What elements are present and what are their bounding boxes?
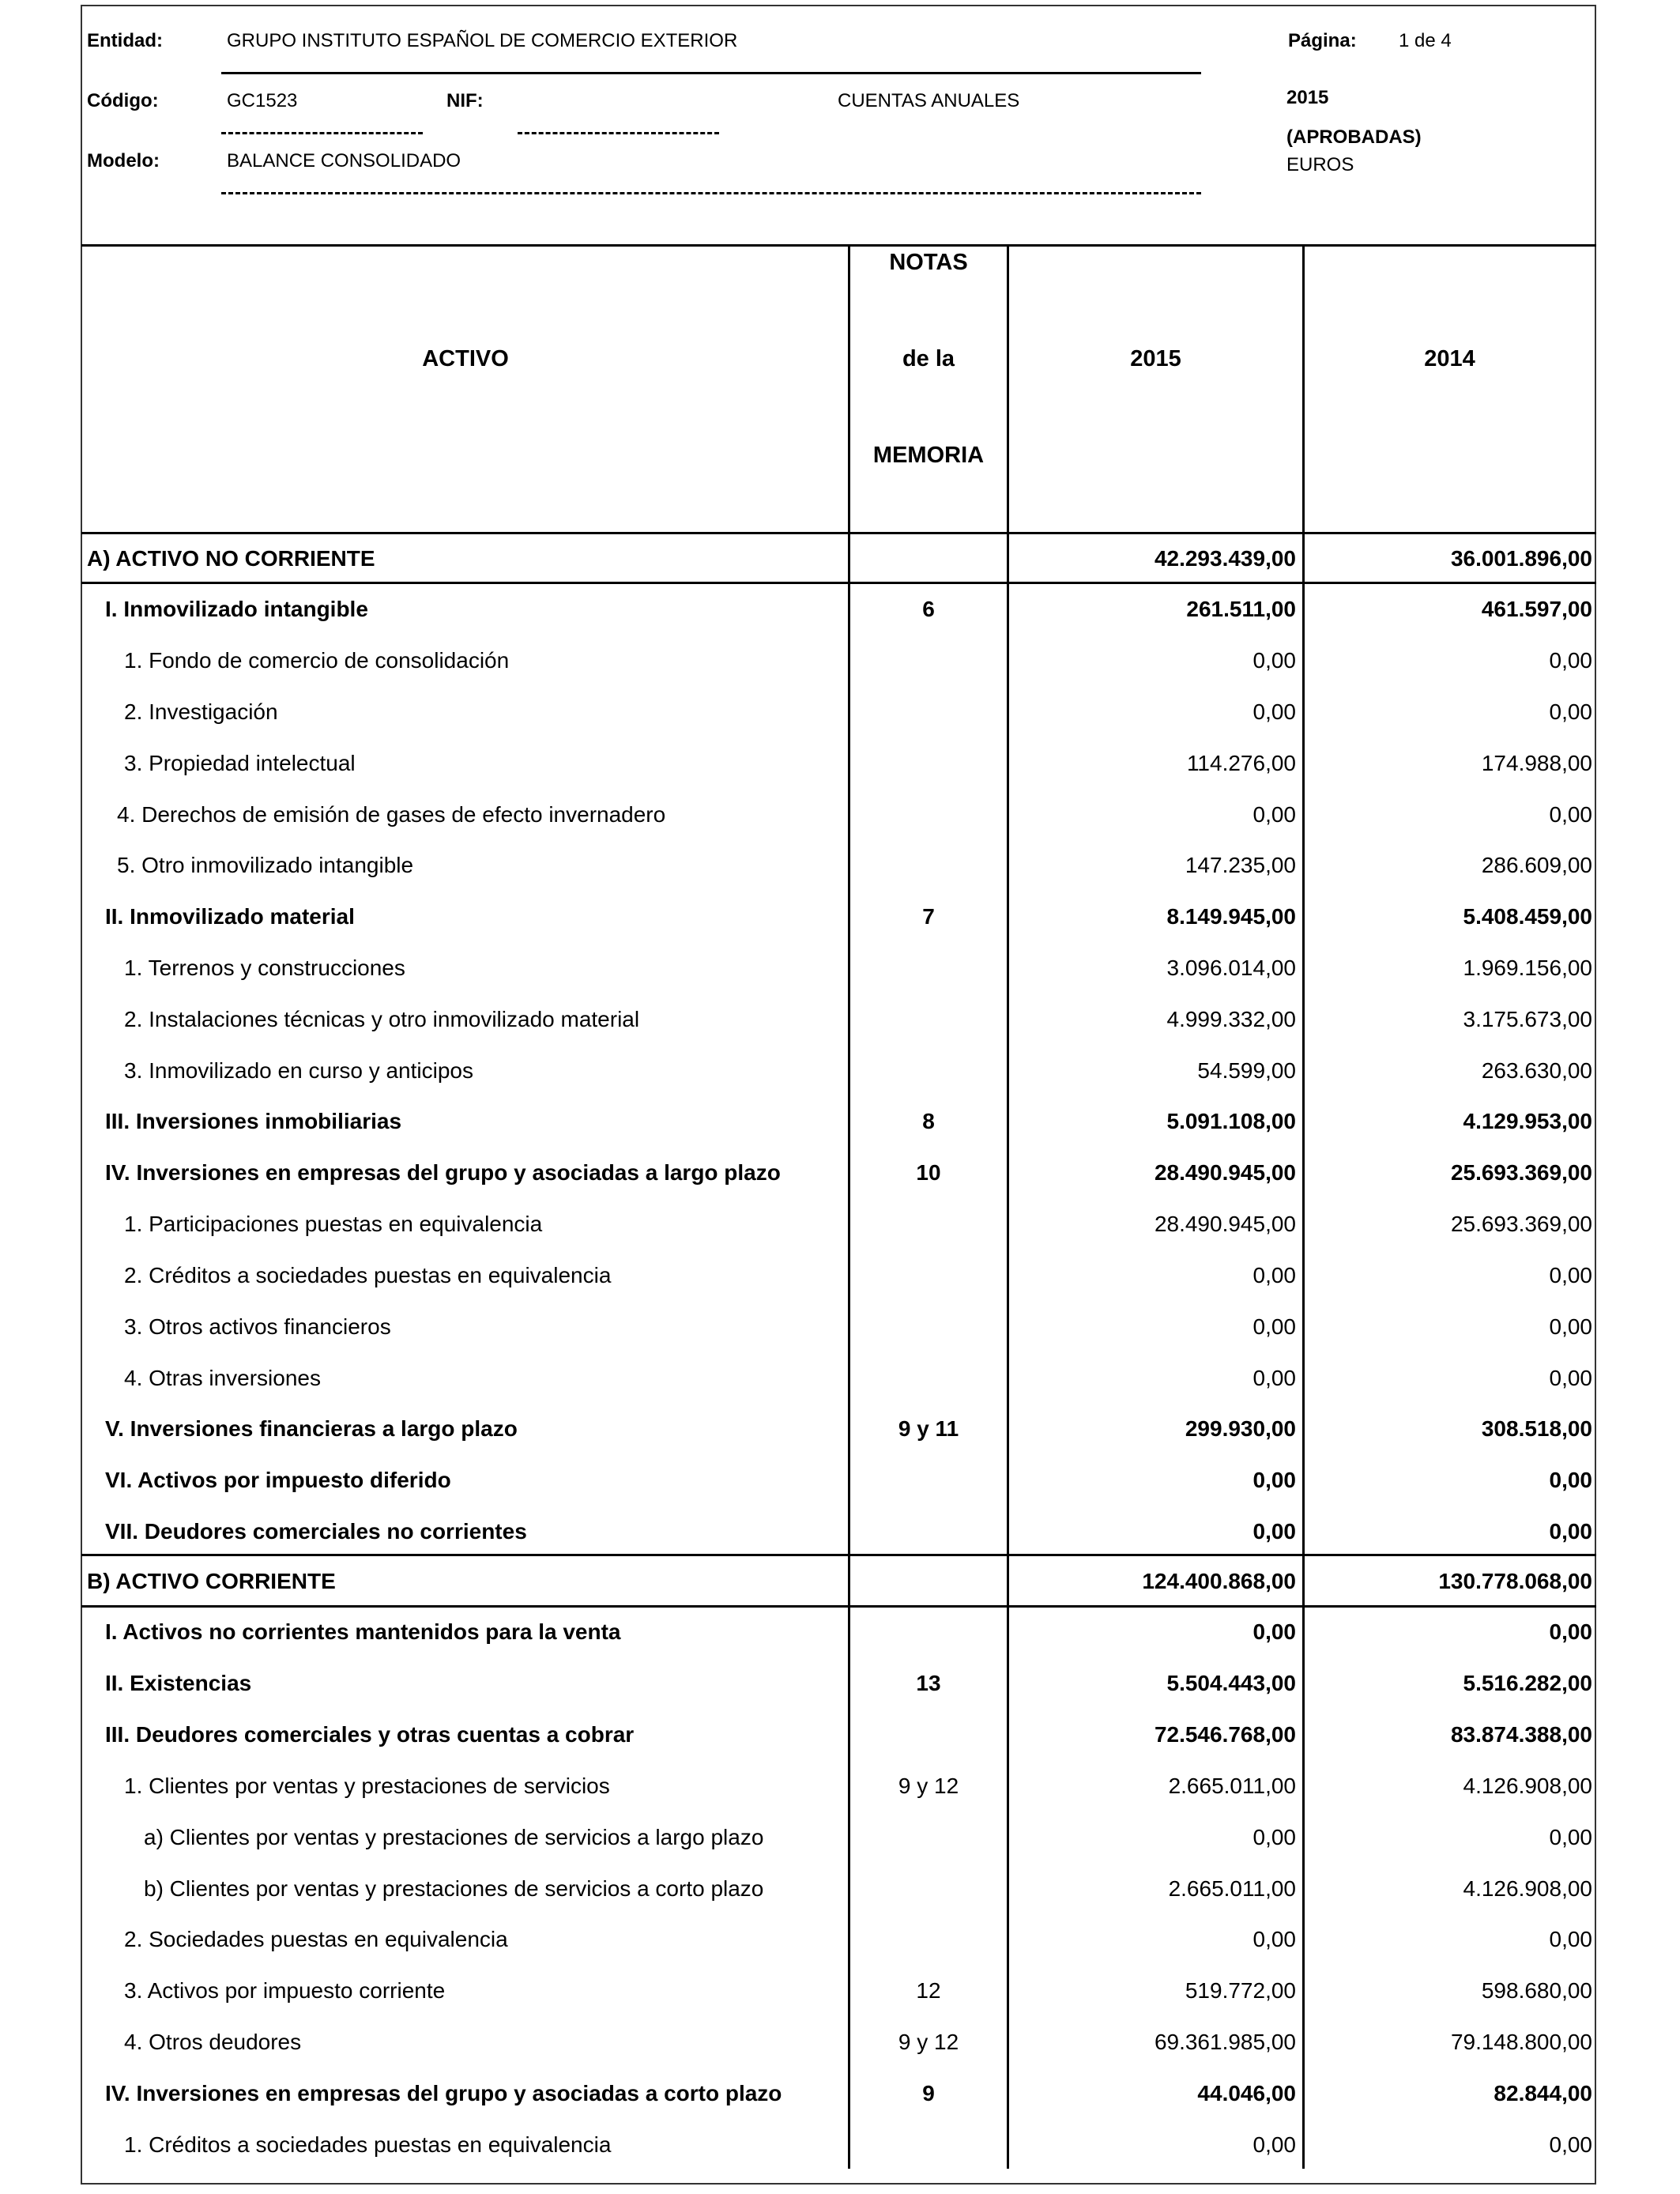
row-value-2014: 286.609,00 (1481, 853, 1592, 877)
row-value-2015: 0,00 (1252, 1468, 1296, 1492)
row-value-2015: 2.665.011,00 (1168, 1876, 1296, 1901)
row-value-2014: 0,00 (1549, 2132, 1592, 2157)
table-row (83, 891, 1595, 942)
row-nota: 8 (922, 1109, 935, 1133)
row-label: 4. Derechos de emisión de gases de efecto invernadero (117, 802, 666, 827)
pagina-label: Página: (1288, 30, 1357, 51)
col-header-notas-2: de la (902, 346, 955, 371)
row-value-2014: 461.597,00 (1481, 597, 1592, 621)
row-label: 1. Terrenos y construcciones (124, 956, 405, 980)
row-label: VI. Activos por impuesto diferido (105, 1468, 451, 1492)
row-label: III. Inversiones inmobiliarias (105, 1109, 402, 1133)
entidad-label: Entidad: (87, 30, 163, 51)
row-label: 2. Sociedades puestas en equivalencia (124, 1927, 508, 1951)
row-nota: 6 (922, 597, 935, 621)
table-row (83, 1760, 1595, 1811)
table-row (83, 1403, 1595, 1454)
col-header-notas-3: MEMORIA (872, 443, 985, 468)
table-row (83, 1045, 1595, 1096)
table-row (83, 1606, 1595, 1657)
row-value-2015: 5.091.108,00 (1166, 1109, 1296, 1133)
row-label: 2. Instalaciones técnicas y otro inmovilizado material (124, 1007, 640, 1031)
table-row (83, 1965, 1595, 2016)
table-row (83, 1198, 1595, 1250)
row-value-2015: 519.772,00 (1185, 1978, 1296, 2003)
row-nota: 13 (916, 1671, 941, 1695)
row-value-2014: 25.693.369,00 (1450, 1160, 1592, 1185)
codigo-label: Código: (87, 90, 159, 111)
table-row (83, 1913, 1595, 1965)
table-row (83, 533, 1595, 584)
row-value-2015: 42.293.439,00 (1154, 546, 1296, 571)
table-row (83, 737, 1595, 789)
row-value-2014: 4.129.953,00 (1463, 1109, 1592, 1133)
row-nota: 9 (922, 2081, 935, 2105)
nif-underline (518, 132, 719, 134)
table-row (83, 1250, 1595, 1301)
row-value-2015: 0,00 (1252, 1366, 1296, 1390)
row-value-2015: 44.046,00 (1197, 2081, 1296, 2105)
row-nota: 10 (916, 1160, 941, 1185)
row-value-2015: 0,00 (1252, 1619, 1296, 1644)
row-value-2015: 0,00 (1252, 2132, 1296, 2157)
row-nota: 9 y 12 (898, 1774, 959, 1798)
row-value-2014: 36.001.896,00 (1450, 546, 1592, 571)
table-row (83, 583, 1595, 635)
row-value-2014: 0,00 (1549, 1825, 1592, 1849)
row-value-2015: 8.149.945,00 (1166, 904, 1296, 929)
table-row (83, 1095, 1595, 1147)
status: (APROBADAS) (1286, 126, 1422, 148)
modelo-underline (221, 192, 1201, 194)
row-value-2015: 54.599,00 (1197, 1058, 1296, 1083)
row-label: 5. Otro inmovilizado intangible (117, 853, 414, 877)
col-header-notas-1: NOTAS (889, 250, 968, 275)
row-value-2015: 0,00 (1252, 648, 1296, 673)
entidad-value: GRUPO INSTITUTO ESPAÑOL DE COMERCIO EXTERIOR (227, 30, 738, 51)
row-label: V. Inversiones financieras a largo plazo (105, 1416, 518, 1441)
row-label: 4. Otros deudores (124, 2030, 302, 2054)
row-value-2014: 598.680,00 (1481, 1978, 1592, 2003)
row-nota: 9 y 12 (898, 2030, 959, 2054)
row-label: IV. Inversiones en empresas del grupo y asociadas a largo plazo (105, 1160, 781, 1185)
row-value-2015: 28.490.945,00 (1154, 1160, 1296, 1185)
table-row (83, 2119, 1595, 2170)
row-label: II. Existencias (105, 1671, 252, 1695)
row-nota: 9 y 11 (898, 1416, 959, 1441)
row-value-2014: 130.778.068,00 (1438, 1569, 1592, 1593)
row-label: 3. Otros activos financieros (124, 1314, 391, 1339)
row-value-2014: 82.844,00 (1494, 2081, 1592, 2105)
row-label: I. Inmovilizado intangible (105, 597, 368, 621)
row-value-2014: 79.148.800,00 (1450, 2030, 1592, 2054)
row-value-2015: 3.096.014,00 (1166, 956, 1296, 980)
table-row (83, 1709, 1595, 1760)
row-nota: 7 (922, 904, 935, 929)
table-row (83, 1657, 1595, 1709)
row-value-2015: 0,00 (1252, 1314, 1296, 1339)
table-row (83, 1454, 1595, 1506)
row-label: VII. Deudores comerciales no corrientes (105, 1519, 527, 1544)
table-row (83, 839, 1595, 891)
row-label: a) Clientes por ventas y prestaciones de servicios a largo plazo (144, 1825, 764, 1849)
currency: EUROS (1286, 154, 1354, 175)
table-top-border (81, 244, 1596, 247)
row-value-2014: 0,00 (1549, 802, 1592, 827)
year: 2015 (1286, 87, 1329, 108)
table-row (83, 942, 1595, 993)
row-value-2014: 174.988,00 (1481, 751, 1592, 775)
row-label: IV. Inversiones en empresas del grupo y asociadas a corto plazo (105, 2081, 782, 2105)
doc-type: CUENTAS ANUALES (838, 90, 1020, 111)
row-value-2015: 28.490.945,00 (1154, 1212, 1296, 1236)
row-label: 3. Activos por impuesto corriente (124, 1978, 446, 2003)
row-value-2014: 263.630,00 (1481, 1058, 1592, 1083)
row-value-2015: 0,00 (1252, 1263, 1296, 1287)
table-row (83, 635, 1595, 686)
row-label: II. Inmovilizado material (105, 904, 355, 929)
row-value-2015: 299.930,00 (1185, 1416, 1296, 1441)
row-value-2015: 2.665.011,00 (1168, 1774, 1296, 1798)
row-value-2014: 4.126.908,00 (1463, 1876, 1592, 1901)
table-row (83, 1811, 1595, 1863)
row-value-2015: 0,00 (1252, 1825, 1296, 1849)
row-value-2015: 0,00 (1252, 1519, 1296, 1544)
row-value-2014: 83.874.388,00 (1450, 1722, 1592, 1747)
row-label: 1. Clientes por ventas y prestaciones de servicios (124, 1774, 610, 1798)
table-row (83, 1863, 1595, 1914)
row-value-2014: 1.969.156,00 (1463, 956, 1592, 980)
row-label: 3. Inmovilizado en curso y anticipos (124, 1058, 473, 1083)
table-row (83, 993, 1595, 1045)
row-label: 1. Fondo de comercio de consolidación (124, 648, 510, 673)
table-row (83, 2068, 1595, 2119)
row-label: 2. Créditos a sociedades puestas en equivalencia (124, 1263, 612, 1287)
row-value-2015: 0,00 (1252, 1927, 1296, 1951)
col-header-activo: ACTIVO (422, 346, 509, 371)
row-value-2015: 0,00 (1252, 699, 1296, 724)
row-value-2015: 124.400.868,00 (1142, 1569, 1296, 1593)
modelo-label: Modelo: (87, 150, 160, 172)
row-value-2015: 147.235,00 (1185, 853, 1296, 877)
row-value-2014: 4.126.908,00 (1463, 1774, 1592, 1798)
row-value-2014: 0,00 (1549, 699, 1592, 724)
row-value-2014: 0,00 (1549, 1927, 1592, 1951)
table-row (83, 1352, 1595, 1404)
row-value-2015: 5.504.443,00 (1166, 1671, 1296, 1695)
row-value-2014: 0,00 (1549, 1619, 1592, 1644)
row-label: I. Activos no corrientes mantenidos para la venta (105, 1619, 621, 1644)
table-row (83, 686, 1595, 737)
row-value-2014: 5.408.459,00 (1463, 904, 1592, 929)
codigo-value: GC1523 (227, 90, 298, 111)
col-header-2014: 2014 (1424, 346, 1475, 371)
table-row (83, 2016, 1595, 2068)
row-value-2014: 0,00 (1549, 1468, 1592, 1492)
row-value-2014: 25.693.369,00 (1450, 1212, 1592, 1236)
row-value-2014: 0,00 (1549, 1314, 1592, 1339)
row-value-2014: 0,00 (1549, 648, 1592, 673)
table-row (83, 789, 1595, 840)
row-value-2015: 0,00 (1252, 802, 1296, 827)
row-value-2015: 69.361.985,00 (1154, 2030, 1296, 2054)
row-value-2014: 3.175.673,00 (1463, 1007, 1592, 1031)
row-value-2015: 4.999.332,00 (1166, 1007, 1296, 1031)
row-label: III. Deudores comerciales y otras cuentas a cobrar (105, 1722, 635, 1747)
codigo-underline (221, 132, 423, 134)
pagina-value: 1 de 4 (1399, 30, 1452, 51)
row-value-2014: 0,00 (1549, 1366, 1592, 1390)
row-label: 1. Créditos a sociedades puestas en equivalencia (124, 2132, 612, 2157)
table-row (83, 1555, 1595, 1607)
row-value-2014: 308.518,00 (1481, 1416, 1592, 1441)
row-value-2014: 0,00 (1549, 1263, 1592, 1287)
row-label: 1. Participaciones puestas en equivalencia (124, 1212, 543, 1236)
table-row (83, 1147, 1595, 1198)
col-header-2015: 2015 (1130, 346, 1181, 371)
row-label: B) ACTIVO CORRIENTE (87, 1569, 336, 1593)
row-value-2014: 5.516.282,00 (1463, 1671, 1592, 1695)
entidad-underline (221, 72, 1201, 74)
row-label: 4. Otras inversiones (124, 1366, 321, 1390)
row-value-2015: 114.276,00 (1186, 751, 1296, 775)
row-label: b) Clientes por ventas y prestaciones de servicios a corto plazo (144, 1876, 764, 1901)
row-value-2015: 72.546.768,00 (1154, 1722, 1296, 1747)
table-row (83, 1301, 1595, 1352)
row-label: A) ACTIVO NO CORRIENTE (87, 546, 375, 571)
modelo-value: BALANCE CONSOLIDADO (227, 150, 461, 172)
row-nota: 12 (916, 1978, 941, 2003)
row-label: 2. Investigación (124, 699, 278, 724)
row-value-2014: 0,00 (1549, 1519, 1592, 1544)
nif-label: NIF: (446, 90, 484, 111)
table-row (83, 1506, 1595, 1557)
row-value-2015: 261.511,00 (1186, 597, 1296, 621)
row-label: 3. Propiedad intelectual (124, 751, 356, 775)
